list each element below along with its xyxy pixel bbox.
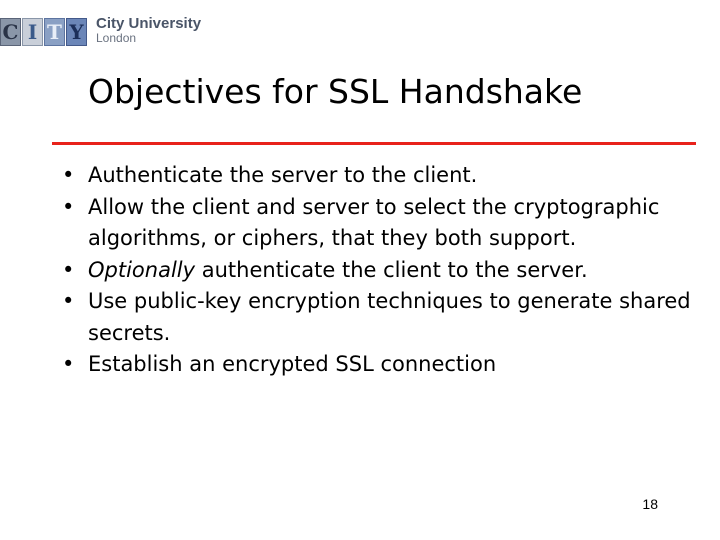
bullet-icon: • [62,163,75,187]
list-item [62,255,702,287]
bullet-text: Establish an encrypted SSL connection [88,352,497,376]
list-item [62,192,702,255]
logo-letter-i: I [22,18,43,46]
slide-title: Objectives for SSL Handshake [88,72,583,111]
list-item [62,160,702,192]
bullet-icon: • [62,194,75,219]
bullet-icon: • [62,257,75,282]
bullet-icon: • [62,352,75,376]
bullet-text: Use public-key encryption techniques to generate shared secrets. [88,289,691,345]
list-item [62,286,702,349]
logo-location: London [96,30,137,45]
logo-letter-c: C [0,18,21,46]
bullet-emphasis: Optionally [88,257,196,282]
list-item [62,349,702,381]
logo-letter-t: T [44,18,65,46]
bullet-icon: • [62,289,75,313]
bullet-text: authenticate the client to the server. [195,257,588,282]
page-number: 18 [642,496,658,512]
bullet-text: Authenticate the server to the client. [88,163,478,187]
objectives-list [62,160,702,381]
logo-text [96,16,201,44]
title-divider [52,142,696,145]
logo-letter-blocks [0,18,88,46]
bullet-text: Allow the client and server to select the cryptographic algorithms, or ciphers, that they both support. [88,194,660,250]
logo-university-name: City University [96,15,202,32]
logo-letter-y: Y [66,18,87,46]
